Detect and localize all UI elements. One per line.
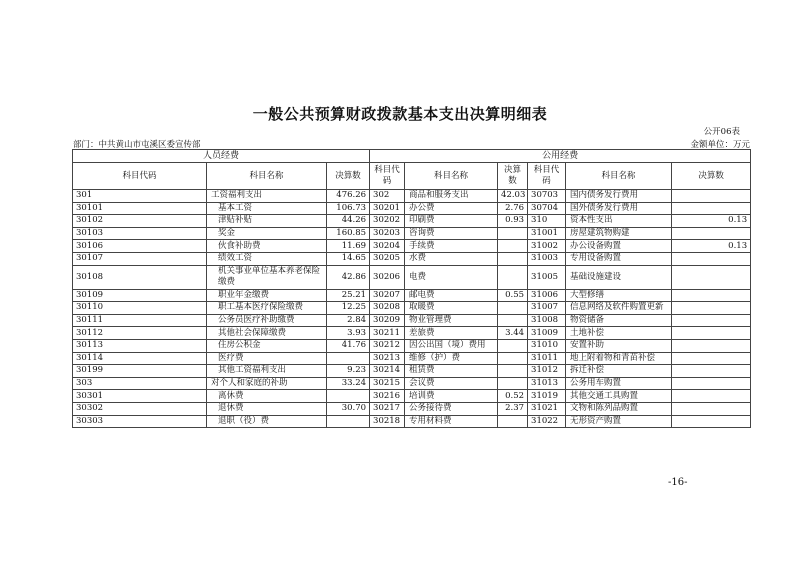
public-a-name-cell: 印刷费 bbox=[405, 215, 498, 228]
public-a-name-cell: 会议费 bbox=[405, 377, 498, 390]
personnel-amount-cell: 42.86 bbox=[327, 265, 370, 289]
personnel-amount-cell: 11.69 bbox=[327, 240, 370, 253]
personnel-code-cell: 30199 bbox=[73, 365, 207, 378]
section-public: 公用经费 bbox=[370, 150, 751, 163]
public-a-code-cell: 30211 bbox=[370, 327, 405, 340]
table-row bbox=[73, 265, 751, 289]
public-a-code-cell: 30214 bbox=[370, 365, 405, 378]
header-name: 科目名称 bbox=[566, 163, 672, 190]
personnel-name-cell: 基本工资 bbox=[207, 202, 327, 215]
personnel-name-cell: 其他工资福利支出 bbox=[207, 365, 327, 378]
public-a-name-cell: 因公出国（境）费用 bbox=[405, 339, 498, 352]
table-row bbox=[73, 314, 751, 327]
public-b-amount-cell bbox=[672, 265, 751, 289]
public-a-amount-cell bbox=[498, 252, 528, 265]
personnel-amount-cell bbox=[327, 352, 370, 365]
personnel-name-cell: 工资福利支出 bbox=[207, 190, 327, 203]
public-b-code-cell: 31022 bbox=[528, 415, 566, 428]
public-b-code-cell: 31012 bbox=[528, 365, 566, 378]
public-b-amount-cell bbox=[672, 352, 751, 365]
public-a-amount-cell bbox=[498, 314, 528, 327]
personnel-amount-cell: 2.84 bbox=[327, 314, 370, 327]
public-a-name-cell: 租赁费 bbox=[405, 365, 498, 378]
public-b-code-cell: 31011 bbox=[528, 352, 566, 365]
public-a-amount-cell: 0.93 bbox=[498, 215, 528, 228]
personnel-code-cell: 30108 bbox=[73, 265, 207, 289]
public-a-name-cell: 水费 bbox=[405, 252, 498, 265]
personnel-amount-cell: 14.65 bbox=[327, 252, 370, 265]
personnel-code-cell: 30112 bbox=[73, 327, 207, 340]
amount-unit-label: 金额单位：万元 bbox=[690, 140, 750, 150]
table-row bbox=[73, 252, 751, 265]
public-b-code-cell: 31010 bbox=[528, 339, 566, 352]
public-b-code-cell: 30703 bbox=[528, 190, 566, 203]
public-a-code-cell: 30216 bbox=[370, 390, 405, 403]
public-a-amount-cell bbox=[498, 415, 528, 428]
header-amount: 决算数 bbox=[327, 163, 370, 190]
table-row bbox=[73, 365, 751, 378]
header-name: 科目名称 bbox=[207, 163, 327, 190]
public-a-amount-cell bbox=[498, 302, 528, 315]
public-b-code-cell: 31007 bbox=[528, 302, 566, 315]
personnel-name-cell: 津贴补贴 bbox=[207, 215, 327, 228]
public-a-amount-cell: 0.52 bbox=[498, 390, 528, 403]
table-row bbox=[73, 202, 751, 215]
personnel-amount-cell: 160.85 bbox=[327, 227, 370, 240]
public-b-amount-cell: 0.13 bbox=[672, 240, 751, 253]
personnel-code-cell: 30301 bbox=[73, 390, 207, 403]
public-a-amount-cell: 2.37 bbox=[498, 402, 528, 415]
public-b-name-cell: 无形资产购置 bbox=[566, 415, 672, 428]
public-b-code-cell: 31001 bbox=[528, 227, 566, 240]
personnel-code-cell: 301 bbox=[73, 190, 207, 203]
public-a-code-cell: 30201 bbox=[370, 202, 405, 215]
public-b-amount-cell bbox=[672, 402, 751, 415]
public-b-name-cell: 信息网络及软件购置更新 bbox=[566, 302, 672, 315]
public-b-name-cell: 房屋建筑物购建 bbox=[566, 227, 672, 240]
table-row bbox=[73, 377, 751, 390]
public-a-amount-cell bbox=[498, 240, 528, 253]
public-b-amount-cell bbox=[672, 415, 751, 428]
public-b-amount-cell bbox=[672, 289, 751, 302]
table-row bbox=[73, 352, 751, 365]
public-b-amount-cell bbox=[672, 302, 751, 315]
public-a-code-cell: 30218 bbox=[370, 415, 405, 428]
personnel-name-cell: 退职（役）费 bbox=[207, 415, 327, 428]
public-b-name-cell: 文物和陈列品购置 bbox=[566, 402, 672, 415]
personnel-amount-cell: 476.26 bbox=[327, 190, 370, 203]
public-a-code-cell: 30208 bbox=[370, 302, 405, 315]
section-personnel: 人员经费 bbox=[73, 150, 370, 163]
personnel-name-cell: 职工基本医疗保险缴费 bbox=[207, 302, 327, 315]
public-a-code-cell: 30215 bbox=[370, 377, 405, 390]
public-b-code-cell: 31003 bbox=[528, 252, 566, 265]
public-a-name-cell: 商品和服务支出 bbox=[405, 190, 498, 203]
personnel-name-cell: 奖金 bbox=[207, 227, 327, 240]
personnel-name-cell: 其他社会保障缴费 bbox=[207, 327, 327, 340]
public-a-name-cell: 取暖费 bbox=[405, 302, 498, 315]
personnel-amount-cell: 106.73 bbox=[327, 202, 370, 215]
public-b-name-cell: 地上附着物和青苗补偿 bbox=[566, 352, 672, 365]
public-a-amount-cell: 3.44 bbox=[498, 327, 528, 340]
page-title: 一般公共预算财政拨款基本支出决算明细表 bbox=[252, 105, 548, 123]
personnel-name-cell: 伙食补助费 bbox=[207, 240, 327, 253]
header-code: 科目代码 bbox=[73, 163, 207, 190]
public-a-amount-cell bbox=[498, 365, 528, 378]
public-b-amount-cell bbox=[672, 390, 751, 403]
public-a-name-cell: 专用材料费 bbox=[405, 415, 498, 428]
public-a-name-cell: 维修（护）费 bbox=[405, 352, 498, 365]
public-b-code-cell: 31005 bbox=[528, 265, 566, 289]
public-b-name-cell: 资本性支出 bbox=[566, 215, 672, 228]
personnel-name-cell: 住房公积金 bbox=[207, 339, 327, 352]
public-a-amount-cell: 42.03 bbox=[498, 190, 528, 203]
table-row bbox=[73, 227, 751, 240]
public-b-name-cell: 公务用车购置 bbox=[566, 377, 672, 390]
personnel-code-cell: 30106 bbox=[73, 240, 207, 253]
form-number: 公开06表 bbox=[703, 127, 740, 137]
public-a-amount-cell: 0.55 bbox=[498, 289, 528, 302]
personnel-amount-cell: 41.76 bbox=[327, 339, 370, 352]
public-b-name-cell: 基础设施建设 bbox=[566, 265, 672, 289]
table-row bbox=[73, 390, 751, 403]
personnel-amount-cell: 44.26 bbox=[327, 215, 370, 228]
table-row bbox=[73, 339, 751, 352]
header-name: 科目名称 bbox=[405, 163, 498, 190]
public-b-name-cell: 办公设备购置 bbox=[566, 240, 672, 253]
public-b-code-cell: 30704 bbox=[528, 202, 566, 215]
personnel-code-cell: 30113 bbox=[73, 339, 207, 352]
personnel-code-cell: 30101 bbox=[73, 202, 207, 215]
public-b-name-cell: 国内债务发行费用 bbox=[566, 190, 672, 203]
public-b-amount-cell: 0.13 bbox=[672, 215, 751, 228]
personnel-name-cell: 医疗费 bbox=[207, 352, 327, 365]
personnel-code-cell: 30110 bbox=[73, 302, 207, 315]
public-b-code-cell: 31013 bbox=[528, 377, 566, 390]
public-a-name-cell: 手续费 bbox=[405, 240, 498, 253]
public-a-code-cell: 30217 bbox=[370, 402, 405, 415]
personnel-code-cell: 30102 bbox=[73, 215, 207, 228]
personnel-amount-cell: 12.25 bbox=[327, 302, 370, 315]
personnel-amount-cell: 25.21 bbox=[327, 289, 370, 302]
public-a-amount-cell: 2.76 bbox=[498, 202, 528, 215]
public-a-code-cell: 30205 bbox=[370, 252, 405, 265]
personnel-name-cell: 职业年金缴费 bbox=[207, 289, 327, 302]
public-a-amount-cell bbox=[498, 339, 528, 352]
public-a-name-cell: 邮电费 bbox=[405, 289, 498, 302]
public-a-name-cell: 公务接待费 bbox=[405, 402, 498, 415]
public-b-amount-cell bbox=[672, 202, 751, 215]
personnel-amount-cell: 3.93 bbox=[327, 327, 370, 340]
public-b-amount-cell bbox=[672, 365, 751, 378]
public-a-name-cell: 电费 bbox=[405, 265, 498, 289]
personnel-code-cell: 30303 bbox=[73, 415, 207, 428]
public-a-code-cell: 30206 bbox=[370, 265, 405, 289]
public-b-code-cell: 31002 bbox=[528, 240, 566, 253]
table-row bbox=[73, 415, 751, 428]
public-b-code-cell: 31009 bbox=[528, 327, 566, 340]
public-b-name-cell: 拆迁补偿 bbox=[566, 365, 672, 378]
personnel-code-cell: 30109 bbox=[73, 289, 207, 302]
public-a-amount-cell bbox=[498, 265, 528, 289]
public-a-code-cell: 30204 bbox=[370, 240, 405, 253]
public-b-name-cell: 大型修缮 bbox=[566, 289, 672, 302]
personnel-amount-cell: 33.24 bbox=[327, 377, 370, 390]
public-b-name-cell: 安置补助 bbox=[566, 339, 672, 352]
header-amount: 决算数 bbox=[498, 163, 528, 190]
personnel-name-cell: 退休费 bbox=[207, 402, 327, 415]
personnel-code-cell: 30302 bbox=[73, 402, 207, 415]
personnel-code-cell: 30107 bbox=[73, 252, 207, 265]
personnel-name-cell: 对个人和家庭的补助 bbox=[207, 377, 327, 390]
personnel-amount-cell: 30.70 bbox=[327, 402, 370, 415]
public-b-amount-cell bbox=[672, 339, 751, 352]
public-b-code-cell: 31008 bbox=[528, 314, 566, 327]
personnel-code-cell: 30111 bbox=[73, 314, 207, 327]
public-a-amount-cell bbox=[498, 377, 528, 390]
public-a-name-cell: 物业管理费 bbox=[405, 314, 498, 327]
public-b-code-cell: 310 bbox=[528, 215, 566, 228]
table-row bbox=[73, 190, 751, 203]
public-a-amount-cell bbox=[498, 227, 528, 240]
public-a-code-cell: 30212 bbox=[370, 339, 405, 352]
department-label: 部门：中共黄山市屯溪区委宣传部 bbox=[73, 140, 201, 150]
personnel-code-cell: 30103 bbox=[73, 227, 207, 240]
public-b-name-cell: 专用设备购置 bbox=[566, 252, 672, 265]
public-b-amount-cell bbox=[672, 190, 751, 203]
public-b-code-cell: 31019 bbox=[528, 390, 566, 403]
header-amount: 决算数 bbox=[672, 163, 751, 190]
public-b-code-cell: 31006 bbox=[528, 289, 566, 302]
personnel-name-cell: 公务员医疗补助缴费 bbox=[207, 314, 327, 327]
personnel-name-cell: 机关事业单位基本养老保险缴费 bbox=[207, 265, 327, 289]
table-row bbox=[73, 289, 751, 302]
public-a-code-cell: 302 bbox=[370, 190, 405, 203]
table-row bbox=[73, 402, 751, 415]
public-a-code-cell: 30213 bbox=[370, 352, 405, 365]
personnel-amount-cell bbox=[327, 415, 370, 428]
header-code: 科目代码 bbox=[370, 163, 405, 190]
public-a-name-cell: 差旅费 bbox=[405, 327, 498, 340]
public-a-name-cell: 咨询费 bbox=[405, 227, 498, 240]
public-a-code-cell: 30202 bbox=[370, 215, 405, 228]
table-row bbox=[73, 240, 751, 253]
page-number: -16- bbox=[668, 477, 688, 488]
public-a-code-cell: 30209 bbox=[370, 314, 405, 327]
public-b-name-cell: 国外债务发行费用 bbox=[566, 202, 672, 215]
personnel-name-cell: 绩效工资 bbox=[207, 252, 327, 265]
expenditure-detail-table bbox=[72, 149, 751, 428]
personnel-code-cell: 303 bbox=[73, 377, 207, 390]
public-b-code-cell: 31021 bbox=[528, 402, 566, 415]
public-b-name-cell: 物资储备 bbox=[566, 314, 672, 327]
public-a-amount-cell bbox=[498, 352, 528, 365]
personnel-name-cell: 离休费 bbox=[207, 390, 327, 403]
public-b-name-cell: 土地补偿 bbox=[566, 327, 672, 340]
personnel-amount-cell bbox=[327, 390, 370, 403]
table-row bbox=[73, 327, 751, 340]
public-b-amount-cell bbox=[672, 377, 751, 390]
header-code: 科目代码 bbox=[528, 163, 566, 190]
personnel-amount-cell: 9.23 bbox=[327, 365, 370, 378]
table-row bbox=[73, 215, 751, 228]
table-row bbox=[73, 302, 751, 315]
public-a-code-cell: 30203 bbox=[370, 227, 405, 240]
public-b-amount-cell bbox=[672, 327, 751, 340]
public-a-name-cell: 培训费 bbox=[405, 390, 498, 403]
section-header-row bbox=[73, 150, 751, 163]
column-header-row bbox=[73, 163, 751, 190]
public-b-amount-cell bbox=[672, 252, 751, 265]
public-b-name-cell: 其他交通工具购置 bbox=[566, 390, 672, 403]
public-b-amount-cell bbox=[672, 314, 751, 327]
personnel-code-cell: 30114 bbox=[73, 352, 207, 365]
public-a-name-cell: 办公费 bbox=[405, 202, 498, 215]
public-a-code-cell: 30207 bbox=[370, 289, 405, 302]
public-b-amount-cell bbox=[672, 227, 751, 240]
